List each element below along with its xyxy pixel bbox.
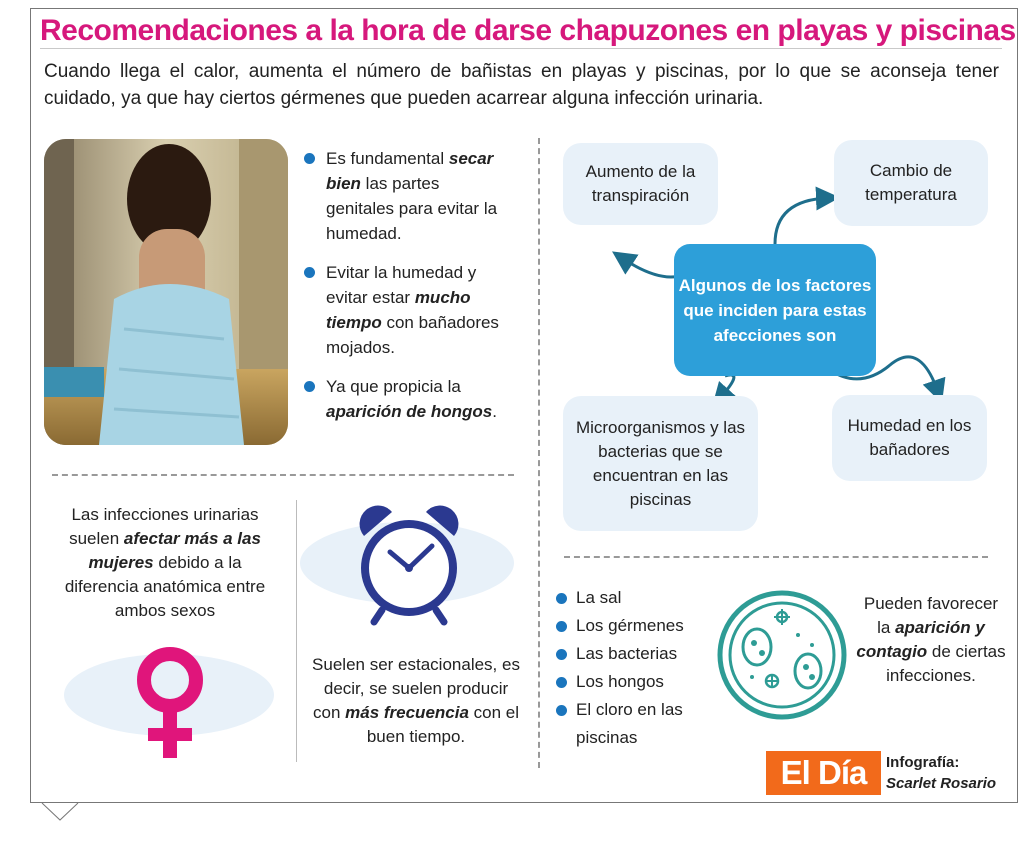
intro-text: Cuando llega el calor, aumenta el número de bañistas en playas y piscinas, por lo que se aconseja tener cuidado, ya que hay ciertos gérmenes que pueden acarrear alguna infección urinaria.: [44, 61, 999, 109]
credit-name: Scarlet Rosario: [886, 775, 997, 792]
credit-label: Infografía:: [886, 754, 960, 771]
germ-item: Los hongos: [556, 668, 706, 696]
tip-item: Es fundamental secar bien las partes genitales para evitar la humedad.: [304, 146, 509, 246]
germs-list: [556, 584, 706, 752]
factor-temperatura: Cambio de temperatura: [834, 140, 988, 226]
inner-divider: [296, 500, 297, 762]
germs-text: Pueden favorecer la aparición y contagio de ciertas infecciones.: [856, 594, 1006, 685]
alarm-clock-icon: [354, 500, 464, 630]
factor-humedad: Humedad en los bañadores: [832, 395, 987, 481]
frame-pointer: [40, 802, 80, 822]
germ-item: La sal: [556, 584, 706, 612]
el-dia-logo: El Día: [766, 751, 881, 795]
germ-item: Los gérmenes: [556, 612, 706, 640]
woman-towel-photo: [44, 139, 288, 445]
tip-item: Evitar la humedad y evitar estar mucho tiempo con bañadores mojados.: [304, 260, 509, 360]
factor-microorganismos: Microorganismos y las bacterias que se encuentran en las piscinas: [563, 396, 758, 531]
factors-center: Algunos de los factores que inciden para estas afecciones son: [674, 244, 876, 376]
vertical-divider: [538, 138, 540, 768]
horizontal-divider-right: [564, 556, 988, 558]
women-text: Las infecciones urinarias suelen afectar más a las mujeres debido a la diferencia anatómica entre ambos sexos: [64, 505, 266, 620]
season-text: Suelen ser estacionales, es decir, se suelen producir con más frecuencia con el buen tiempo.: [312, 655, 520, 746]
tips-list: [304, 146, 509, 438]
petri-dish-germs-icon: [712, 585, 852, 725]
factor-transpiracion: Aumento de la transpiración: [563, 143, 718, 225]
page-title: Recomendaciones a la hora de darse chapuzones en playas y piscinas: [40, 14, 1016, 47]
tip-item: Ya que propicia la aparición de hongos.: [304, 374, 509, 424]
credit: [886, 752, 996, 794]
germ-item: El cloro en las piscinas: [556, 696, 706, 752]
female-symbol-icon: [128, 642, 212, 766]
horizontal-divider-left: [52, 474, 514, 476]
germ-item: Las bacterias: [556, 640, 706, 668]
